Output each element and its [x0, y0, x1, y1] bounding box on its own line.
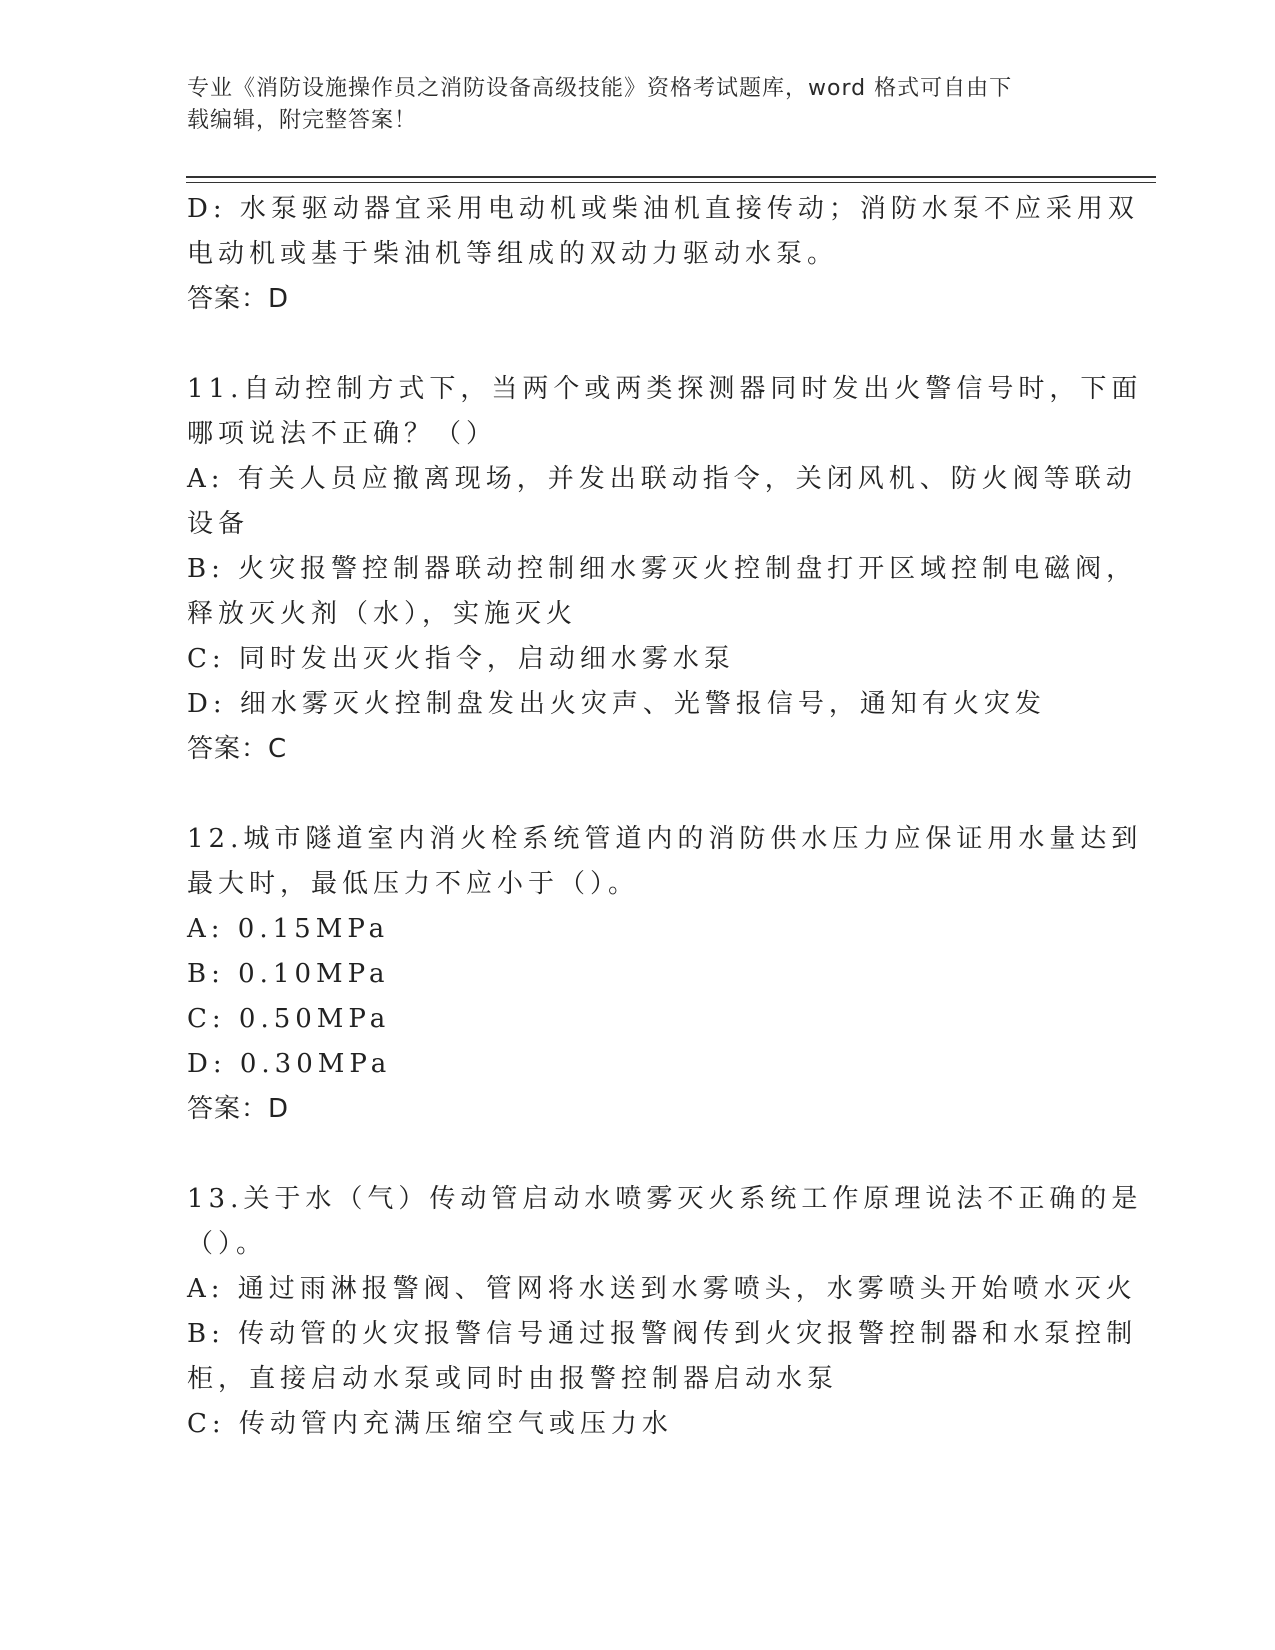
question-stem-continued: 哪项说法不正确？（） — [187, 419, 498, 449]
option-b-continued: 柜，直接启动水泵或同时由报警控制器启动水泵 — [187, 1364, 839, 1394]
question-13 — [187, 1177, 1143, 1447]
option-d: D: 水泵驱动器宜采用电动机或柴油机直接传动；消防水泵不应采用双 — [187, 194, 1139, 224]
header-line-2: 载编辑，附完整答案！ — [187, 108, 418, 133]
option-d-continued: 电动机或基于柴油机等组成的双动力驱动水泵。 — [187, 239, 839, 269]
previous-question-tail — [187, 187, 1139, 322]
option-a: A: 有关人员应撤离现场，并发出联动指令，关闭风机、防火阀等联动 — [187, 464, 1137, 494]
option-b: B: 0.10MPa — [187, 959, 390, 989]
option-d: D: 0.30MPa — [187, 1049, 392, 1079]
option-a: A: 通过雨淋报警阀、管网将水送到水雾喷头，水雾喷头开始喷水灭火 — [187, 1274, 1137, 1304]
option-c: C: 同时发出灭火指令，启动细水雾水泵 — [187, 644, 735, 674]
option-c: C: 0.50MPa — [187, 1004, 391, 1034]
answer: 答案：C — [187, 734, 288, 764]
question-stem: 13.关于水（气）传动管启动水喷雾灭火系统工作原理说法不正确的是 — [187, 1184, 1143, 1214]
option-b: B: 火灾报警控制器联动控制细水雾灭火控制盘打开区域控制电磁阀， — [187, 554, 1138, 584]
option-b: B: 传动管的火灾报警信号通过报警阀传到火灾报警控制器和水泵控制 — [187, 1319, 1138, 1349]
document-header — [187, 73, 1067, 137]
question-11 — [187, 367, 1143, 772]
question-stem-continued: 最大时，最低压力不应小于（）。 — [187, 869, 640, 899]
question-stem-continued: （）。 — [187, 1229, 268, 1259]
question-list — [187, 187, 1143, 1447]
answer: 答案：D — [187, 284, 290, 314]
question-12 — [187, 817, 1143, 1132]
option-d: D: 细水雾灭火控制盘发出火灾声、光警报信号，通知有火灾发 — [187, 689, 1046, 719]
option-b-continued: 释放灭火剂（水），实施灭火 — [187, 599, 578, 629]
option-c: C: 传动管内充满压缩空气或压力水 — [187, 1409, 673, 1439]
header-rule-thin — [186, 182, 1156, 183]
option-a: A: 0.15MPa — [187, 914, 390, 944]
header-line-1: 专业《消防设施操作员之消防设备高级技能》资格考试题库，word 格式可自由下 — [187, 76, 1013, 101]
question-stem: 11.自动控制方式下，当两个或两类探测器同时发出火警信号时，下面 — [187, 374, 1143, 404]
option-a-continued: 设备 — [187, 509, 250, 539]
header-rule-thick — [186, 176, 1156, 178]
answer: 答案：D — [187, 1094, 290, 1124]
question-stem: 12.城市隧道室内消火栓系统管道内的消防供水压力应保证用水量达到 — [187, 824, 1143, 854]
